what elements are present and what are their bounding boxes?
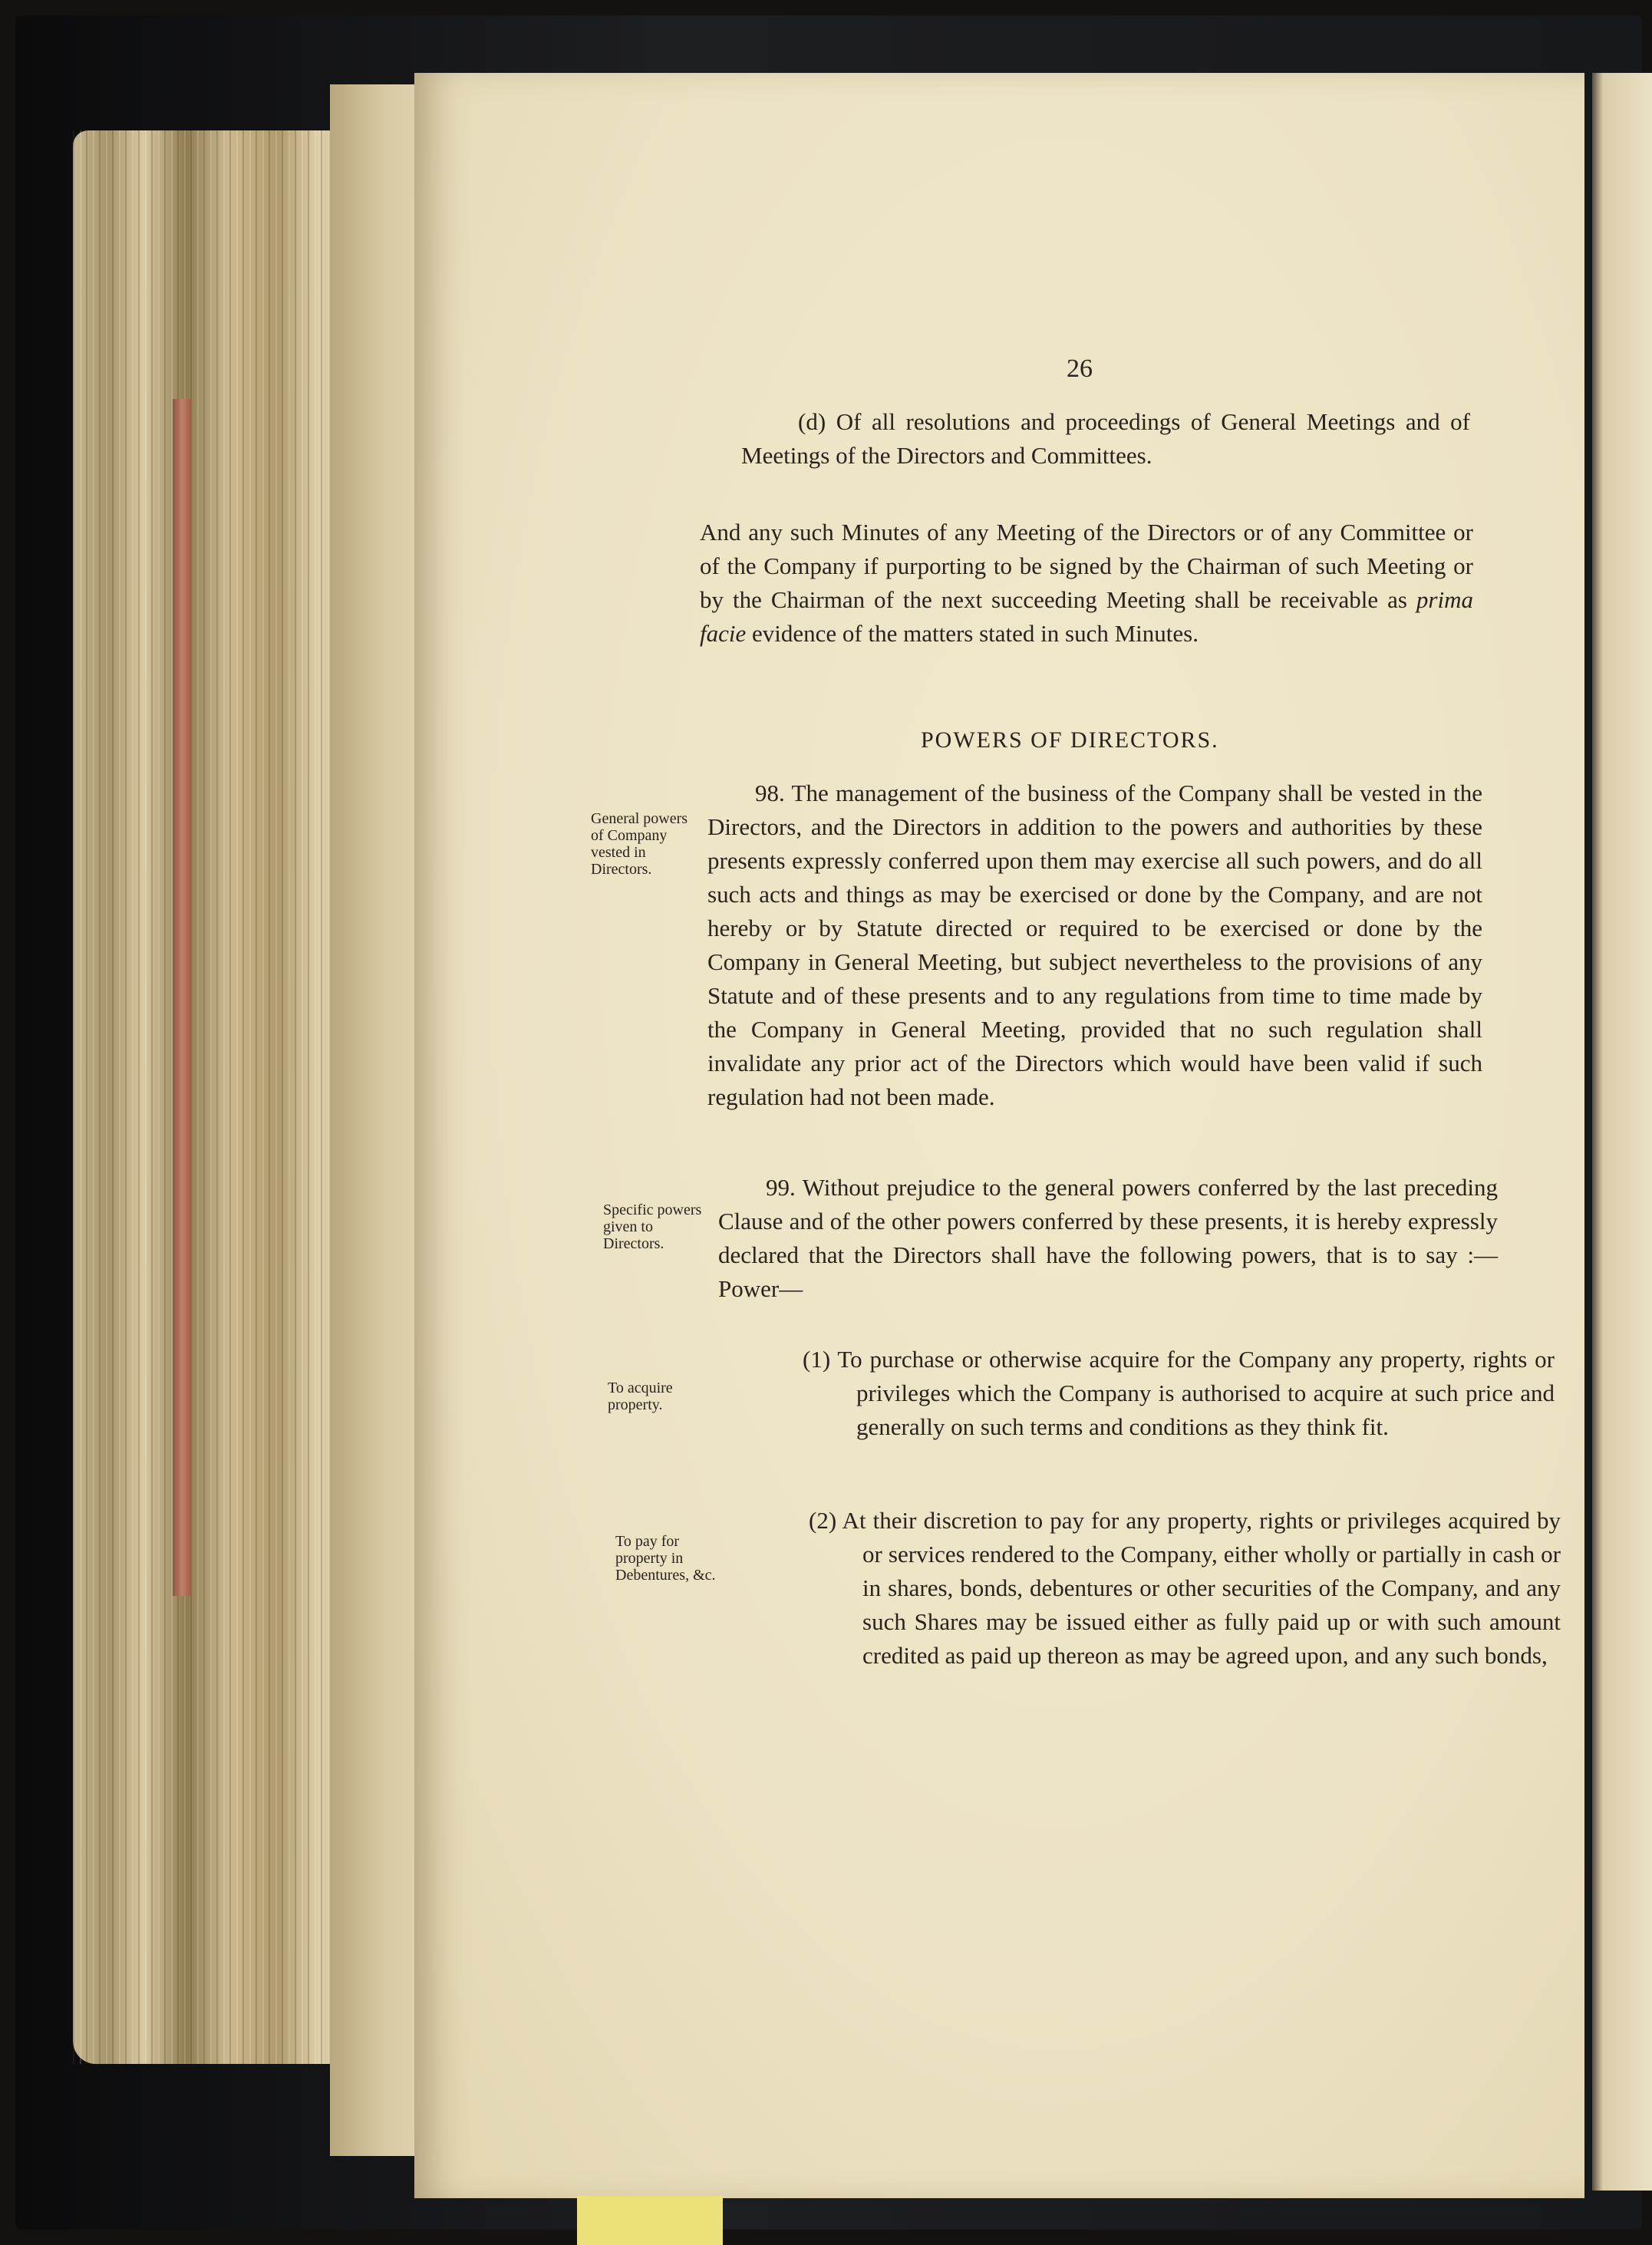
paragraph-clause-99: 99. Without prejudice to the general powers conferred by the last preceding Clause and of the other powers conferred by these presents, it is hereby expressly declared that the Directors shall have the following powers, that is to say :—Power— — [718, 1174, 1498, 1302]
paragraph-item-2: (2) At their discretion to pay for any property, rights or privileges acquired by or services rendered to the Company, either wholly or partially in cash or in shares, bonds, debentures or other securities of the Company, and any such Shares may be issued either as fully paid up or with such amount credited as paid up thereon as may be agreed upon, and any such bonds, — [809, 1507, 1561, 1669]
paragraph-d-clause: (d) Of all resolutions and proceedings of General Meetings and of Meetings of the Directors and Committees. — [741, 408, 1470, 469]
margin-note-general-powers: General powers of Company vested in Directors. — [591, 810, 688, 878]
minutes-text-after: evidence of the matters stated in such Minutes. — [746, 620, 1199, 647]
right-page-edge — [1592, 73, 1652, 2191]
red-page-edge — [173, 399, 191, 1596]
yellow-bookmark-tab — [577, 2196, 723, 2245]
margin-note-pay-for-property: To pay for property in Debentures, &c. — [615, 1533, 716, 1584]
margin-note-acquire-property: To acquire property. — [608, 1380, 673, 1413]
paragraph-clause-98: 98. The management of the business of the Company shall be vested in the Directors, and the Directors in addition to the powers and authorities by these presents expressly conferred upon them may exercise all such powers, and do all such acts and things as may be exercised or done by the Company, and are not hereby or by Statute directed or required to be exercised or done by the Company in General Meeting, but subject nevertheless to the provisions of any Statute and of these presents and to any regulations from time to time made by the Company in General Meeting, provided that no such regulation shall invalidate any prior act of the Directors which would have been valid if such regulation had not been made. — [707, 780, 1482, 1110]
page-number: 26 — [1067, 354, 1093, 383]
minutes-italic: prima facie — [700, 586, 1473, 647]
paragraph-item-1: (1) To purchase or otherwise acquire for the Company any property, rights or privileges which the Company is authorised to acquire at such price and generally on such terms and conditions as they think fit. — [803, 1346, 1555, 1440]
minutes-text-before: And any such Minutes of any Meeting of the Directors or of any Committee or of the Company if purporting to be signed by the Chairman of such Meeting or by the Chairman of the next succeeding Meeting shall be receivable as — [700, 519, 1473, 613]
paragraph-minutes — [700, 516, 1473, 651]
margin-note-specific-powers: Specific powers given to Directors. — [603, 1202, 702, 1252]
section-heading: POWERS OF DIRECTORS. — [921, 727, 1219, 753]
book-page — [414, 73, 1584, 2198]
